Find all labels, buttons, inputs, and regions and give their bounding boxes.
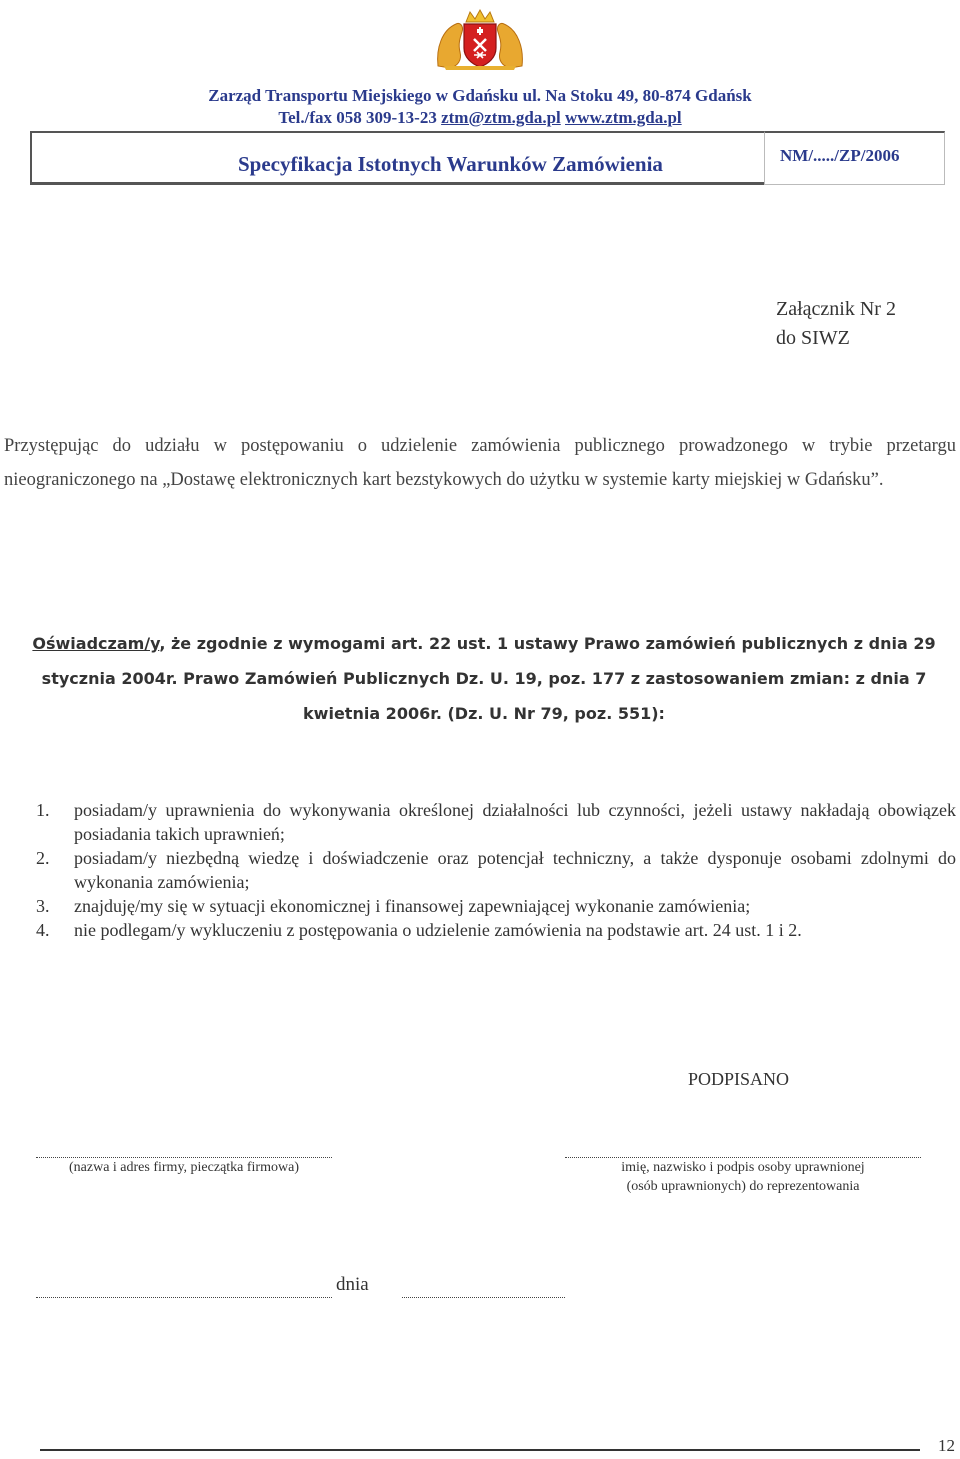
gdansk-coat-of-arms-icon [430,8,530,70]
declaration-paragraph [16,626,952,731]
email-link[interactable]: ztm@ztm.gda.pl [441,108,561,127]
annex-number: Załącznik Nr 2 [776,298,896,320]
declaration-lead: Oświadczam/y [32,634,160,653]
list-item-text: posiadam/y niezbędną wiedzę i doświadczenie oraz potencjał techniczny, a także dysponuje osobami zdolnymi do wykonania zamówienia; [74,848,956,892]
list-item-text: znajduję/my się w sytuacji ekonomicznej i finansowej zapewniającej wykonanie zamówienia; [74,896,751,916]
intro-paragraph: Przystępując do udziału w postępowaniu o udzielenie zamówienia publicznego prowadzonego w trybie przetargu nieograniczonego na „Dostawę elektronicznych kart bezstykowych do użytku w systemie karty miejskiej w Gdańsku”. [4,436,956,490]
person-caption [565,1158,921,1196]
person-caption-line2: (osób uprawnionych) do reprezentowania [626,1179,860,1194]
place-line [36,1297,332,1298]
list-item [36,798,956,846]
list-item [36,918,956,942]
list-item-number: 3. [36,896,50,916]
page-number: 12 [938,1436,955,1455]
declaration-text: , że zgodnie z wymogami art. 22 ust. 1 ustawy Prawo zamówień publicznych z dnia 29 stycznia 2004r. Prawo Zamówień Publicznych Dz. U. 19, poz. 177 z zastosowaniem zmian: z dnia 7 kwietnia 2006r. (Dz. U. Nr 79, poz. 551): [41,634,936,723]
signed-label: PODPISANO [688,1069,790,1089]
person-caption-line1: imię, nazwisko i podpis osoby uprawnionej [621,1160,865,1175]
annex-target: do SIWZ [776,327,850,349]
list-item-number: 4. [36,920,50,940]
list-item [36,894,956,918]
footer-rule [40,1449,920,1451]
list-item-text: nie podlegam/y wykluczeniu z postępowania o udzielenie zamówienia na podstawie art. 24 ust. 1 i 2. [74,920,802,940]
reference-number: NM/...../ZP/2006 [780,146,900,165]
date-line [402,1297,565,1298]
header-contact [0,108,960,128]
annex-label [776,295,896,353]
list-item-number: 2. [36,848,50,868]
date-label: dnia [336,1274,369,1295]
company-caption: (nazwa i adres firmy, pieczątka firmowa) [69,1160,299,1175]
website-link[interactable]: www.ztm.gda.pl [565,108,682,127]
list-item-number: 1. [36,800,50,820]
header-address: Zarząd Transportu Miejskiego w Gdańsku ul. Na Stoku 49, 80-874 Gdańsk [208,86,752,105]
header-phone: Tel./fax 058 309-13-23 [278,108,442,127]
declaration-list [36,798,956,942]
document-title: Specyfikacja Istotnych Warunków Zamówienia [238,152,663,176]
list-item-text: posiadam/y uprawnienia do wykonywania określonej działalności lub czynności, jeżeli ustawy nakładają obowiązek posiadania takich uprawnień; [74,800,956,844]
list-item [36,846,956,894]
